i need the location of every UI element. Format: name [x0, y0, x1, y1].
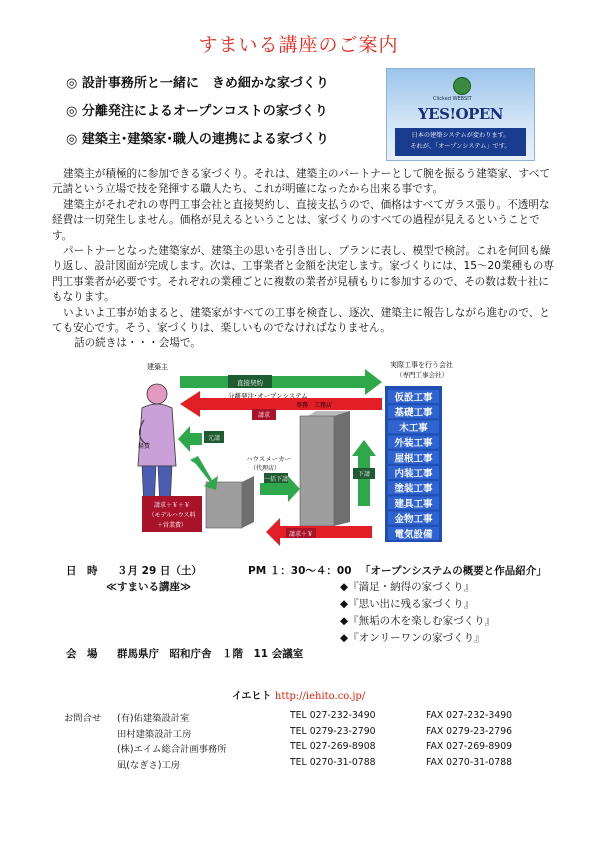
event-date: ３月 29 日（土）	[117, 565, 202, 577]
contact-fax: FAX 027-232-3490	[426, 710, 513, 721]
event-time: PM １：30～４：00	[248, 565, 352, 577]
housemaker-label: ハウスメーカー	[246, 455, 292, 463]
paragraph-1: 建築主が積極的に参加できる家づくり。それは、建築主のパートナーとして腕を振るう建築家、すべて元請という立場で技を発揮する職人たち、これが明確になったから出来る事です。	[52, 168, 551, 196]
date-label: 日 時	[66, 565, 98, 577]
ikkatsu-label: 一括下請	[263, 476, 289, 483]
bullet-open-cost: ◎ 分離発注によるオープンコストの家づくり	[66, 104, 328, 119]
seikyu-bottom-label: 請求＋￥	[288, 531, 314, 538]
bunri-label: 分離発注･オープンシステム	[228, 392, 308, 400]
bullet-collaboration: ◎ 建築主･建築家･職人の連携による家づくり	[66, 132, 329, 147]
contact-name: 田村建築設計工房	[117, 728, 192, 740]
contractor-subtitle: （専門工事会社）	[396, 371, 448, 379]
course-name: ≪すまいる講座≫	[106, 581, 191, 593]
cost-box-line2: （モデルハウス料	[148, 512, 196, 519]
owner-to-housemaker-arrow	[190, 456, 218, 490]
motouke-label: 元請	[207, 435, 221, 442]
session-2: ◆『思い出に残る家づくり』	[340, 598, 475, 610]
builder-building-icon	[300, 411, 350, 526]
venue: 群馬県庁 昭和庁舎 １階 11 会議室	[117, 648, 304, 660]
logo-icon	[453, 77, 471, 95]
cost-box-line1: 請求＋￥＋￥	[153, 502, 191, 509]
contact-tel: TEL 0270-31-0788	[290, 756, 376, 768]
paragraph-5: 話の続きは・・・会場で。	[74, 337, 201, 350]
open-system-diagram	[120, 356, 520, 556]
banner-headline: YES!OPEN	[417, 105, 504, 123]
contact-name: (株)エイム総合計画事務所	[117, 744, 227, 755]
paragraph-2: 建築主がそれぞれの専門工事会社と直接契約し、直接支払うので、価格はすべてガラス張り。不透明な経費は一切発生しません。価格が見えるということは、家づくりのすべての過程が見えるということです。	[52, 198, 550, 242]
shitauke-label: 下請	[357, 471, 371, 478]
trade-label: 塗装工事	[394, 483, 433, 495]
yes-open-banner	[386, 68, 535, 161]
contact-fax: FAX 0279-23-2796	[426, 725, 513, 737]
trade-label: 木工事	[399, 422, 428, 434]
event-topic: 「オープンシステムの概要と作品紹介」	[360, 565, 547, 577]
trade-label: 外装工事	[394, 438, 433, 450]
trade-label: 建具工事	[394, 498, 433, 510]
banner-logo-text: Clicked WEBSIT	[433, 96, 472, 102]
contact-tel: TEL 027-232-3490	[290, 710, 376, 721]
trade-label: 内装工事	[394, 468, 433, 480]
trade-label: 屋根工事	[394, 453, 433, 465]
session-3: ◆『無垢の木を楽しむ家づくり』	[340, 615, 496, 627]
banner-caption	[395, 128, 526, 156]
contact-name: 凪(なぎさ)工房	[117, 759, 181, 771]
page-title: すまいる講座のご案内	[198, 34, 399, 56]
keihi-label: 経費	[138, 443, 151, 450]
banner-caption-line2: それが、「オープンシステム」です。	[410, 143, 511, 150]
seikyu-top-label: 請求	[257, 412, 271, 419]
contact-name: (有)佑建築設計室	[117, 713, 190, 724]
owner-label: 建築主	[147, 363, 168, 371]
trades-list	[385, 386, 442, 542]
contact-tel: TEL 0279-23-2790	[290, 725, 376, 737]
venue-label: 会 場	[66, 648, 98, 660]
iehito-label: イエヒト	[231, 691, 272, 702]
direct-contract-label: 直接契約	[237, 379, 263, 387]
building-label: 専務 工務店	[296, 402, 333, 409]
contact-tel: TEL 027-269-8908	[290, 741, 376, 752]
iehito-link[interactable]: http://iehito.co.jp/	[274, 691, 366, 702]
session-1: ◆『満足・納得の家づくり』	[340, 581, 475, 593]
trade-label: 金物工事	[394, 514, 433, 526]
paragraph-3: パートナーとなった建築家が、建築主の思いを引き出し、プランに表し、模型で検討。これを何回も繰り返し、設計図面が完成します。次は、工事業者と金額を決定します。家づくりには、15～20業種もの専門工事業者が必要です。それぞれの業種ごとに複数の業者が見積もりに参加するので、その数は数十社にもなります。	[52, 245, 554, 304]
banner-caption-line1: 日本の建築システムが変わります。	[411, 132, 510, 139]
trade-label: 仮設工事	[394, 392, 433, 404]
cost-box-line3: ＋営業費）	[156, 522, 188, 529]
body-text	[52, 167, 558, 352]
iehito-line	[0, 687, 597, 702]
trade-label: 電気設備	[394, 529, 433, 541]
contractor-title: 実際工事を行う会社	[390, 361, 453, 369]
contact-label: お問合せ	[64, 713, 102, 724]
contact-fax: FAX 0270-31-0788	[426, 756, 513, 768]
session-4: ◆『オンリーワンの家づくり』	[340, 632, 485, 644]
bullet-design-office: ◎ 設計事務所と一緒に きめ細かな家づくり	[66, 76, 329, 91]
contact-fax: FAX 027-269-8909	[426, 741, 513, 752]
paragraph-4: いよいよ工事が始まると、建築家がすべての工事を検査し、逐次、建築主に報告しながら進むので、とても安心です。そう、家づくりは、楽しいものでなければなりません。	[52, 306, 550, 335]
trade-label: 基礎工事	[394, 407, 433, 419]
housemaker-sublabel: （代理店）	[250, 465, 281, 472]
